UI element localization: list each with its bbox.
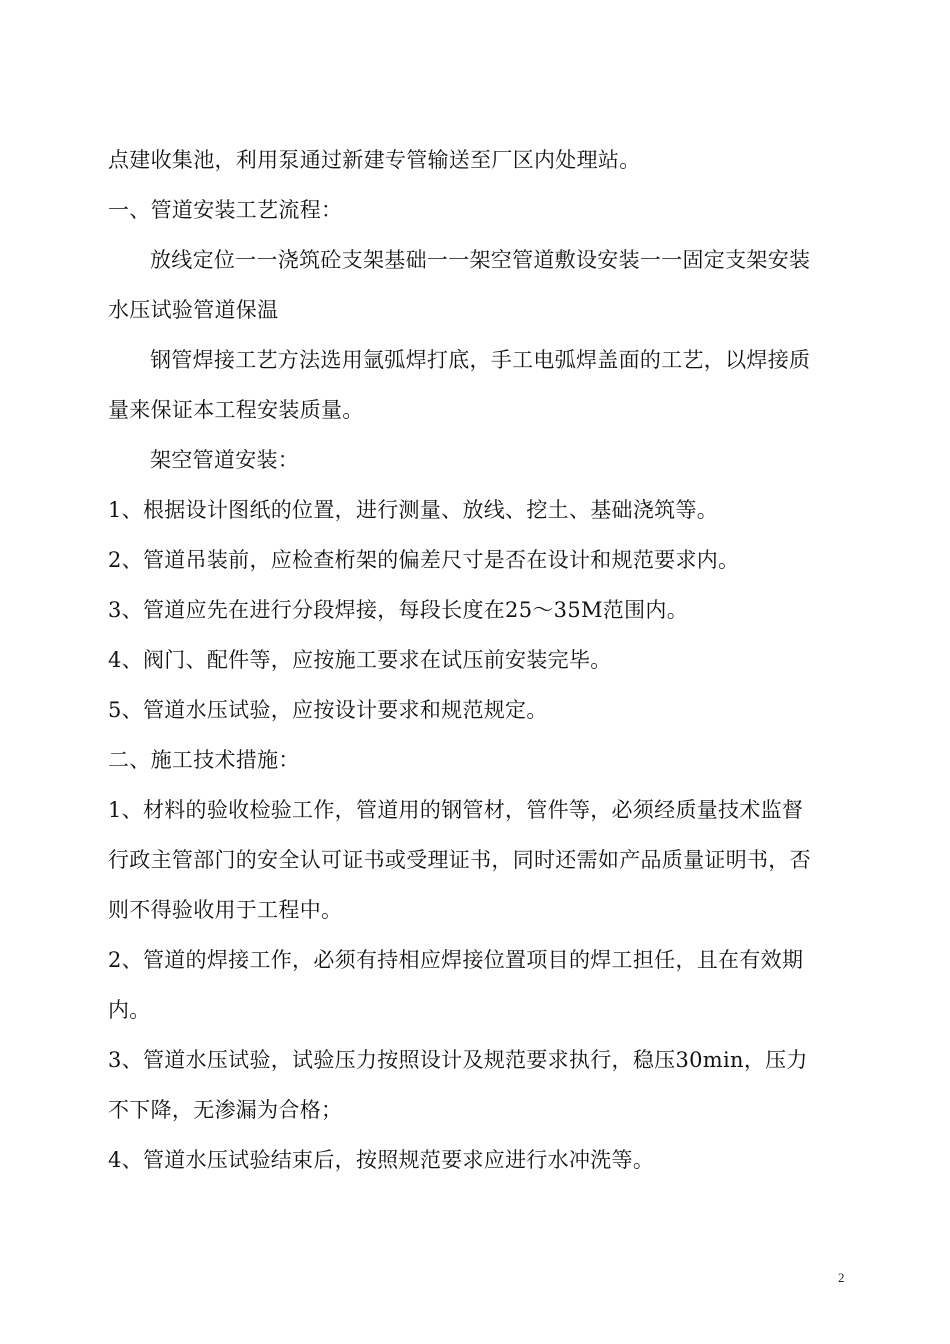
text-line: 则不得验收用于工程中。 — [108, 898, 343, 922]
list-item: 2、管道的焊接工作，必须有持相应焊接位置项目的焊工担任，且在有效期 — [108, 948, 804, 972]
list-item: 3、管道水压试验，试验压力按照设计及规范要求执行，稳压30min，压力 — [108, 1048, 808, 1072]
subsection-heading: 架空管道安装： — [150, 448, 300, 472]
text-line: 放线定位一一浇筑砼支架基础一一架空管道敷设安装一一固定支架安装 — [150, 248, 811, 272]
page-number: 2 — [838, 1270, 845, 1285]
text-line: 行政主管部门的安全认可证书或受理证书，同时还需如产品质量证明书，否 — [108, 848, 811, 872]
text-line: 钢管焊接工艺方法选用氩弧焊打底，手工电弧焊盖面的工艺，以焊接质 — [150, 348, 811, 372]
text-line: 点建收集池，利用泵通过新建专管输送至厂区内处理站。 — [108, 148, 641, 172]
list-item: 1、材料的验收检验工作，管道用的钢管材，管件等，必须经质量技术监督 — [108, 798, 804, 822]
list-item: 4、阀门、配件等，应按施工要求在试压前安装完毕。 — [108, 648, 612, 672]
text-line: 不下降，无渗漏为合格； — [108, 1098, 343, 1122]
text-line: 内。 — [108, 998, 151, 1022]
list-item: 5、管道水压试验，应按设计要求和规范规定。 — [108, 698, 548, 722]
list-item: 3、管道应先在进行分段焊接，每段长度在25～35M范围内。 — [108, 598, 689, 622]
text-line: 水压试验管道保温 — [108, 298, 279, 322]
list-item: 1、根据设计图纸的位置，进行测量、放线、挖土、基础浇筑等。 — [108, 498, 719, 522]
section-heading: 一、管道安装工艺流程： — [108, 198, 343, 222]
section-heading: 二、施工技术措施： — [108, 748, 300, 772]
list-item: 2、管道吊装前，应检查桁架的偏差尺寸是否在设计和规范要求内。 — [108, 548, 740, 572]
text-line: 量来保证本工程安装质量。 — [108, 398, 364, 422]
list-item: 4、管道水压试验结束后，按照规范要求应进行水冲洗等。 — [108, 1148, 655, 1172]
